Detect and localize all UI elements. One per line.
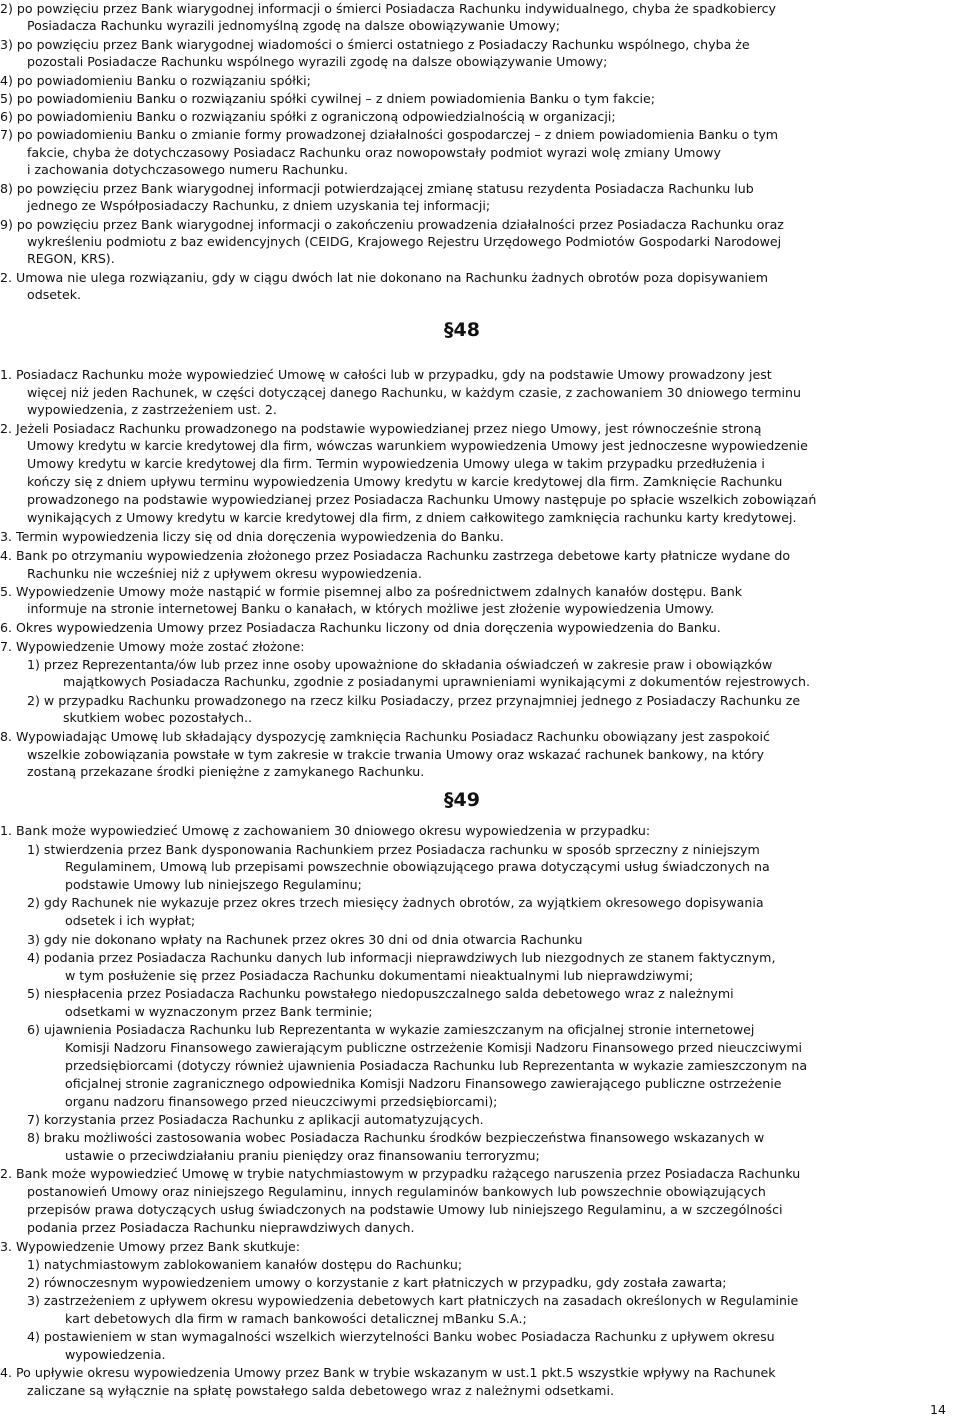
text-line: organu nadzoru finansowego przed nieuczciwymi przedsiębiorcami); — [65, 1094, 498, 1109]
text-line: 5) po powiadomieniu Banku o rozwiązaniu spółki cywilnej – z dniem powiadomienia Banku o tym fakcie; — [0, 91, 656, 106]
text-line: więcej niż jeden Rachunek, w części dotyczącej danego Rachunku, w każdym czasie, z zachowaniem 30 dniowego terminu — [27, 385, 801, 400]
text-line: Rachunku nie wcześniej niż z upływem okresu wypowiedzenia. — [27, 566, 422, 581]
text-line: 9) po powzięciu przez Bank wiarygodnej informacji o zakończeniu prowadzenia działalności przez Posiadacza Rachunku oraz — [0, 217, 784, 232]
text-line: 5) niespłacenia przez Posiadacza Rachunku powstałego niedopuszczalnego salda debetowego wraz z należnymi — [27, 986, 734, 1001]
text-line: 7. Wypowiedzenie Umowy może zostać złożone: — [0, 639, 305, 654]
text-line: informuje na stronie internetowej Banku o kanałach, w których możliwe jest złożenie wypowiedzenia Umowy. — [27, 601, 715, 616]
text-line: Umowy kredytu w karcie kredytowej dla firm, wówczas warunkiem wypowiedzenia Umowy jest jednoczesne wypowiedzenie — [27, 438, 808, 453]
text-line: postanowień Umowy oraz niniejszego Regulaminu, innych regulaminów bankowych lub powszechnie obowiązujących — [27, 1184, 766, 1199]
text-line: odsetkami w wyznaczonym przez Bank terminie; — [65, 1004, 373, 1019]
text-line: wykreśleniu podmiotu z baz ewidencyjnych (CEIDG, Krajowego Rejestru Urzędowego Podmiotów Gospodarki Narodowej — [27, 234, 782, 249]
text-line: 7) korzystania przez Posiadacza Rachunku z aplikacji automatyzujących. — [27, 1112, 484, 1127]
text-line: 4) podania przez Posiadacza Rachunku danych lub informacji nieprawdziwych lub niezgodnych ze stanem faktycznym, — [27, 950, 776, 965]
text-line: zaliczane są wyłącznie na spłatę powstałego salda debetowego wraz z należnymi odsetkami. — [27, 1383, 614, 1398]
text-line: 6) ujawnienia Posiadacza Rachunku lub Reprezentanta w wykazie zamieszczanym na oficjalnej stronie internetowej — [27, 1022, 755, 1037]
text-line: przedsiębiorcami (dotyczy również ujawnienia Posiadacza Rachunku lub Reprezentanta w wykazie zamieszczonym na — [65, 1058, 808, 1073]
text-line: 8) braku możliwości zastosowania wobec Posiadacza Rachunku środków bezpieczeństwa finansowego wskazanych w — [27, 1130, 765, 1145]
text-line: 1. Posiadacz Rachunku może wypowiedzieć Umowę w całości lub w przypadku, gdy na podstawie Umowy prowadzony jest — [0, 367, 772, 382]
text-line: 2. Jeżeli Posiadacz Rachunku prowadzonego na podstawie wypowiedzianej przez niego Umowy, jest równocześnie stroną — [0, 421, 762, 436]
text-line: wszelkie zobowiązania powstałe w tym zakresie w trakcie trwania Umowy oraz wskazać rachunek bankowy, na który — [27, 747, 764, 762]
text-line: 8) po powzięciu przez Bank wiarygodnej informacji potwierdzającej zmianę statusu rezydenta Posiadacza Rachunku lub — [0, 181, 754, 196]
text-line: 2. Umowa nie ulega rozwiązaniu, gdy w ciągu dwóch lat nie dokonano na Rachunku żadnych obrotów poza dopisywaniem — [0, 270, 769, 285]
text-line: wynikających z Umowy kredytu w karcie kredytowej dla firm, z dniem całkowitego zamknięcia rachunku karty kredytowej. — [27, 510, 797, 525]
text-line: odsetek i ich wypłat; — [65, 913, 196, 928]
text-line: 2) w przypadku Rachunku prowadzonego na rzecz kilku Posiadaczy, przez przynajmniej jednego z Posiadaczy Rachunku ze — [27, 693, 801, 708]
text-line: skutkiem wobec pozostałych.. — [63, 710, 253, 725]
text-line: fakcie, chyba że dotychczasowy Posiadacz Rachunku oraz nowopowstały podmiot wyrazi wolę zmiany Umowy — [27, 145, 721, 160]
text-line: 4) postawieniem w stan wymagalności wszelkich wierzytelności Banku wobec Posiadacza Rachunku z upływem okresu — [27, 1329, 775, 1344]
text-line: 2. Bank może wypowiedzieć Umowę w trybie natychmiastowym w przypadku rażącego naruszenia przez Posiadacza Rachunku — [0, 1166, 801, 1181]
text-line: 3. Wypowiedzenie Umowy przez Bank skutkuje: — [0, 1239, 301, 1254]
text-line: Komisji Nadzoru Finansowego zawierającym publiczne ostrzeżenie Komisji Nadzoru Finansowego przed nieuczciwymi — [65, 1040, 803, 1055]
text-line: przepisów prawa dotyczących usług świadczonych na podstawie Umowy lub niniejszego Regulaminu, a w szczególności — [27, 1202, 783, 1217]
text-line: 3. Termin wypowiedzenia liczy się od dnia doręczenia wypowiedzenia do Banku. — [0, 529, 504, 544]
text-line: 6) po powiadomieniu Banku o rozwiązaniu spółki z ograniczoną odpowiedzialnością w organizacji; — [0, 109, 616, 124]
text-line: wypowiedzenia. — [65, 1347, 166, 1362]
text-line: pozostali Posiadacze Rachunku wspólnego wyrazili zgodę na dalsze obowiązywanie Umowy; — [27, 54, 608, 69]
text-line: kart debetowych dla firm w ramach bankowości detalicznej mBanku S.A.; — [65, 1311, 527, 1326]
text-line: ustawie o przeciwdziałaniu praniu pieniędzy oraz finansowaniu terroryzmu; — [65, 1148, 540, 1163]
text-line: odsetek. — [27, 287, 81, 302]
text-line: prowadzonego na podstawie wypowiedzianej przez Posiadacza Rachunku Umowy następuje po spłacie wszelkich zobowiązań — [27, 492, 817, 507]
text-line: 2) równoczesnym wypowiedzeniem umowy o korzystanie z kart płatniczych w przypadku, gdy została zawarta; — [27, 1275, 727, 1290]
text-line: kończy się z dniem upływu terminu wypowiedzenia Umowy kredytu w karcie kredytowej dla firm. Zamknięcie Rachunku — [27, 474, 783, 489]
text-line: Umowy kredytu w karcie kredytowej dla firm. Termin wypowiedzenia Umowy ulega w takim przypadku przedłużenia i — [27, 456, 765, 471]
text-line: zostaną przekazane środki pieniężne z zamykanego Rachunku. — [27, 764, 425, 779]
text-line: 6. Okres wypowiedzenia Umowy przez Posiadacza Rachunku liczony od dnia doręczenia wypowiedzenia do Banku. — [0, 620, 721, 635]
text-line: Posiadacza Rachunku wyrazili jednomyślną zgodę na dalsze obowiązywanie Umowy; — [27, 18, 561, 33]
text-line: 5. Wypowiedzenie Umowy może nastąpić w formie pisemnej albo za pośrednictwem zdalnych kanałów dostępu. Bank — [0, 584, 742, 599]
text-line: 4) po powiadomieniu Banku o rozwiązaniu spółki; — [0, 73, 311, 88]
text-line: 2) po powzięciu przez Bank wiarygodnej informacji o śmierci Posiadacza Rachunku indywidualnego, chyba że spadkobiercy — [0, 1, 777, 16]
text-line: podania przez Posiadacza Rachunku nieprawdziwych danych. — [27, 1220, 415, 1235]
text-line: 4. Bank po otrzymaniu wypowiedzenia złożonego przez Posiadacza Rachunku zastrzega debetowe karty płatnicze wydane do — [0, 548, 791, 563]
text-line: 3) zastrzeżeniem z upływem okresu wypowiedzenia debetowych kart płatniczych na zasadach określonych w Regulaminie — [27, 1293, 799, 1308]
text-line: 1) stwierdzenia przez Bank dysponowania Rachunkiem przez Posiadacza rachunku w sposób sprzeczny z niniejszym — [27, 842, 760, 857]
section-heading-49: §49 — [444, 789, 480, 811]
text-line: w tym posłużenie się przez Posiadacza Rachunku dokumentami nieaktualnymi lub nieprawdziwymi; — [65, 968, 694, 983]
text-line: REGON, KRS). — [27, 251, 115, 266]
text-line: 8. Wypowiadając Umowę lub składający dyspozycję zamknięcia Rachunku Posiadacz Rachunku obowiązany jest zaspokoić — [0, 729, 770, 744]
text-line: 3) gdy nie dokonano wpłaty na Rachunek przez okres 30 dni od dnia otwarcia Rachunku — [27, 932, 583, 947]
text-line: 4. Po upływie okresu wypowiedzenia Umowy przez Bank w trybie wskazanym w ust.1 pkt.5 wszystkie wpływy na Rachunek — [0, 1365, 776, 1380]
text-line: i zachowania dotychczasowego numeru Rachunku. — [27, 162, 349, 177]
text-line: podstawie Umowy lub niniejszego Regulaminu; — [65, 877, 362, 892]
text-line: 1. Bank może wypowiedzieć Umowę z zachowaniem 30 dniowego okresu wypowiedzenia w przypadku: — [0, 823, 651, 838]
text-line: wypowiedzenia, z zastrzeżeniem ust. 2. — [27, 402, 277, 417]
text-line: oficjalnej stronie zagranicznego odpowiednika Komisji Nadzoru Finansowego zawierającego publiczne ostrzeżenie — [65, 1076, 782, 1091]
text-line: jednego ze Współposiadaczy Rachunku, z dniem uzyskania tej informacji; — [27, 198, 491, 213]
text-line: 1) natychmiastowym zablokowaniem kanałów dostępu do Rachunku; — [27, 1257, 463, 1272]
text-line: 2) gdy Rachunek nie wykazuje przez okres trzech miesięcy żadnych obrotów, za wyjątkiem okresowego dopisywania — [27, 895, 764, 910]
text-line: Regulaminem, Umową lub przepisami powszechnie obowiązującego prawa dotyczącymi usług świadczonych na — [65, 859, 770, 874]
section-heading-48: §48 — [444, 319, 480, 341]
text-line: majątkowych Posiadacza Rachunku, zgodnie z posiadanymi uprawnieniami wynikającymi z dokumentów rejestrowych. — [63, 674, 811, 689]
page-number: 14 — [929, 1402, 946, 1417]
text-line: 1) przez Reprezentanta/ów lub przez inne osoby upoważnione do składania oświadczeń w zakresie praw i obowiązków — [27, 657, 773, 672]
text-line: 3) po powzięciu przez Bank wiarygodnej wiadomości o śmierci ostatniego z Posiadaczy Rachunku wspólnego, chyba że — [0, 37, 750, 52]
text-line: 7) po powiadomieniu Banku o zmianie formy prowadzonej działalności gospodarczej – z dniem powiadomienia Banku o tym — [0, 127, 779, 142]
